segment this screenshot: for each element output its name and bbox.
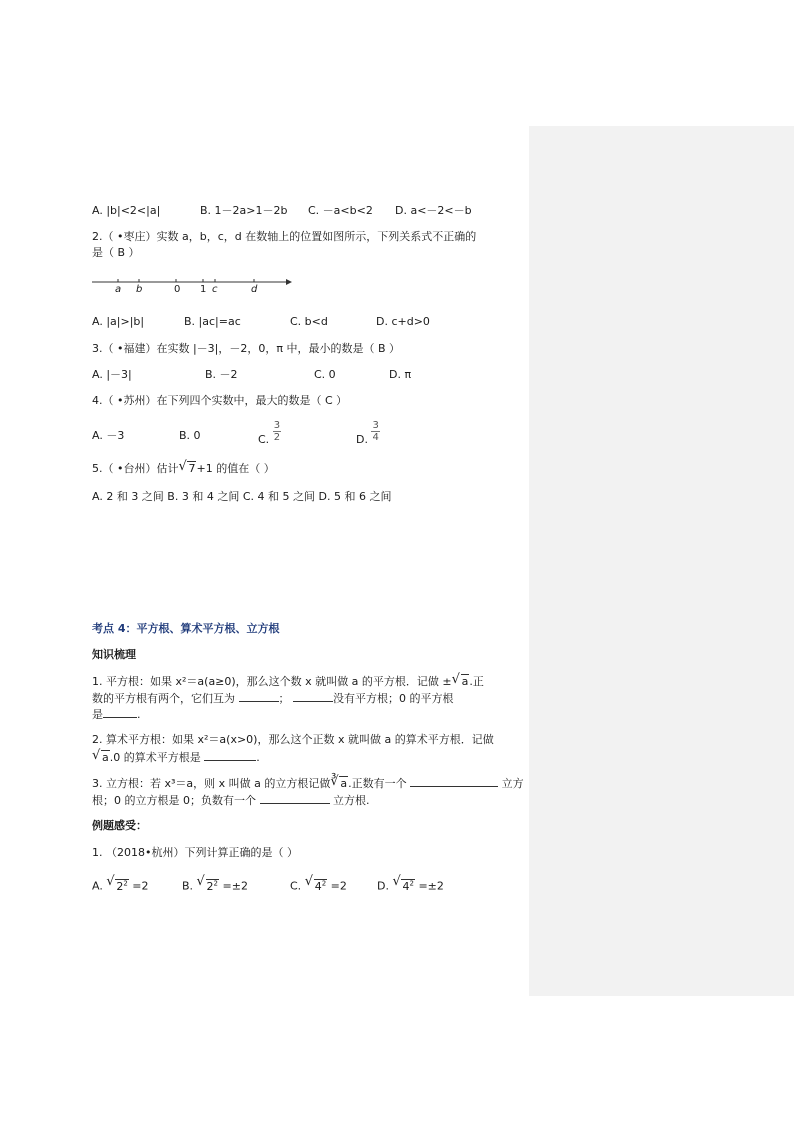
ex1-option-a — [92, 876, 149, 894]
q4-option-a: A. －3 — [92, 429, 125, 442]
radicand: 2 — [116, 879, 124, 893]
fraction-denominator: 4 — [372, 432, 379, 443]
ex1-option-a-label: A. — [92, 879, 103, 893]
q5-options: A. 2 和 3 之间 B. 3 和 4 之间 C. 4 和 5 之间 D. 5 和 6 之间 — [92, 490, 392, 503]
label-c: c — [212, 284, 218, 295]
example-heading: 例题感受： — [92, 819, 147, 832]
radical-sign-icon: √ — [451, 672, 460, 687]
sqrt-2-squared — [106, 876, 128, 894]
sqrt-a — [452, 674, 470, 689]
radicand: 2 — [206, 879, 214, 893]
blank-zero-sqrt[interactable] — [103, 706, 137, 718]
q4-option-d — [356, 420, 380, 446]
radicand: 4 — [402, 879, 410, 893]
sqrt-4-squared — [305, 876, 327, 894]
sqrt-def-tail: .正 — [469, 675, 484, 688]
blank-zero-arith-sqrt[interactable] — [204, 749, 256, 761]
square-root-def-line3: 是 . — [92, 708, 141, 721]
q4-option-c — [258, 420, 281, 446]
fraction-numerator: 3 — [273, 420, 281, 431]
radical-sign-icon: √ — [92, 748, 101, 763]
radicand: a — [340, 777, 348, 790]
sqrt-2-squared — [197, 876, 219, 894]
sqrt-a-2 — [92, 750, 110, 765]
cube-root-def-line1 — [92, 775, 524, 791]
cbrt-a — [330, 776, 348, 791]
sqrt-def-line2-text: 数的平方根有两个，它们互为 — [92, 692, 235, 705]
label-0: 0 — [174, 284, 181, 295]
ex1-option-b-result: =±2 — [222, 879, 248, 893]
radicand: 4 — [314, 879, 322, 893]
fraction-three-quarters — [371, 420, 379, 443]
q2-stem-line2: 是（ B ） — [92, 246, 140, 259]
exponent: 2 — [409, 879, 414, 887]
ex1-option-a-result: =2 — [132, 879, 149, 893]
sqrt-def-text: 1. 平方根：如果 x²＝a(a≥0)，那么这个数 x 就叫做 a 的平方根．记做 ± — [92, 675, 452, 688]
q5-stem-suffix: +1 的值在（ ） — [196, 462, 275, 475]
arith-sqrt-def-line2: √ a.0 的算术平方根是 . — [92, 748, 260, 764]
ex1-option-b — [182, 876, 248, 894]
sqrt-seven — [178, 461, 196, 476]
blank-opposites[interactable] — [239, 690, 279, 702]
ex1-option-b-label: B. — [182, 879, 194, 893]
blank-negative-cbrt[interactable] — [260, 792, 330, 804]
cube-root-def-text: 3. 立方根：若 x³＝a，则 x 叫做 a 的立方根记做 — [92, 777, 331, 790]
exponent: 2 — [123, 879, 128, 887]
cube-root-line2-tail: 立方根. — [333, 794, 370, 807]
label-1: 1 — [200, 284, 207, 295]
q1-option-c: C. －a<b<2 — [308, 204, 373, 217]
q4-option-c-label: C. — [258, 432, 270, 446]
knowledge-heading: 知识梳理 — [92, 648, 136, 661]
q4-option-d-label: D. — [356, 432, 368, 446]
q2-option-b: B. |ac|=ac — [184, 315, 241, 328]
ex1-option-c-result: =2 — [330, 879, 347, 893]
cube-root-def-line2 — [92, 792, 370, 808]
sqrt-def-line3-text: 是 — [92, 708, 103, 721]
square-root-def-line1 — [92, 674, 484, 689]
radicand: a — [102, 751, 109, 764]
radical-sign-icon: √ — [106, 874, 115, 889]
radicand: a — [461, 675, 469, 688]
fraction-numerator: 3 — [372, 420, 379, 431]
cube-root-def-mid: .正数有一个 — [348, 777, 407, 790]
cube-root-def-tail: 立方 — [501, 777, 524, 790]
radical-sign-icon: √ — [178, 459, 187, 474]
cube-root-line2-text: 根；0 的立方根是 0；负数有一个 — [92, 794, 256, 807]
blank-positive-cbrt[interactable] — [410, 775, 498, 787]
exponent: 2 — [321, 879, 327, 887]
q1-option-d: D. a<－2<－b — [395, 204, 472, 217]
cube-root-sign-icon: ∛ — [330, 774, 339, 789]
label-d: d — [251, 284, 258, 295]
q2-option-c: C. b<d — [290, 315, 328, 328]
square-root-def-line2 — [92, 690, 454, 706]
exponent: 2 — [213, 879, 219, 887]
q2-option-a: A. |a|>|b| — [92, 315, 145, 328]
arith-sqrt-def-tail: .0 的算术平方根是 — [109, 751, 201, 764]
section-heading: 考点 4：平方根、算术平方根、立方根 — [92, 622, 280, 635]
q3-option-b: B. －2 — [205, 368, 238, 381]
q4-option-b: B. 0 — [179, 429, 201, 442]
comment-margin-panel — [529, 126, 794, 996]
radicand: 7 — [188, 462, 196, 475]
example1-stem: 1. （2018•杭州）下列计算正确的是（ ） — [92, 846, 298, 859]
q3-stem: 3.（ •福建）在实数 |－3|，－2，0，π 中，最小的数是（ B ） — [92, 342, 401, 355]
fraction-three-halves — [273, 420, 281, 443]
ex1-option-c — [290, 876, 347, 894]
ex1-option-c-label: C. — [290, 879, 302, 893]
label-a: a — [115, 284, 122, 295]
ex1-option-d-label: D. — [377, 879, 389, 893]
label-b: b — [136, 284, 143, 295]
q2-stem-line1: 2.（ •枣庄）实数 a，b，c，d 在数轴上的位置如图所示，下列关系式不正确的 — [92, 230, 477, 243]
blank-negative[interactable] — [293, 690, 333, 702]
q2-option-d: D. c+d>0 — [376, 315, 430, 328]
fraction-denominator: 2 — [273, 432, 281, 443]
semicolon: ； — [278, 692, 290, 705]
q4-stem: 4.（ •苏州）在下列四个实数中，最大的数是（ C ） — [92, 394, 348, 407]
ex1-option-d — [377, 876, 444, 894]
sqrt-4-squared — [392, 876, 414, 894]
q1-option-a: A. |b|<2<|a| — [92, 204, 161, 217]
q3-option-d: D. π — [389, 368, 412, 381]
number-line-labels — [0, 284, 794, 298]
radical-sign-icon: √ — [392, 874, 401, 889]
radical-sign-icon: √ — [196, 874, 205, 889]
radical-sign-icon: √ — [304, 874, 313, 889]
q1-option-b: B. 1－2a>1－2b — [200, 204, 288, 217]
q3-option-c: C. 0 — [314, 368, 336, 381]
q5-stem — [92, 461, 275, 476]
ex1-option-d-result: =±2 — [418, 879, 444, 893]
arith-sqrt-def-line1: 2. 算术平方根：如果 x²＝a(x>0)，那么这个正数 x 就叫做 a 的算术平方根．记做 — [92, 733, 494, 746]
q3-option-a: A. |－3| — [92, 368, 132, 381]
sqrt-def-line2-tail: 没有平方根；0 的平方根 — [333, 692, 454, 705]
q5-stem-prefix: 5.（ •台州）估计 — [92, 462, 179, 475]
